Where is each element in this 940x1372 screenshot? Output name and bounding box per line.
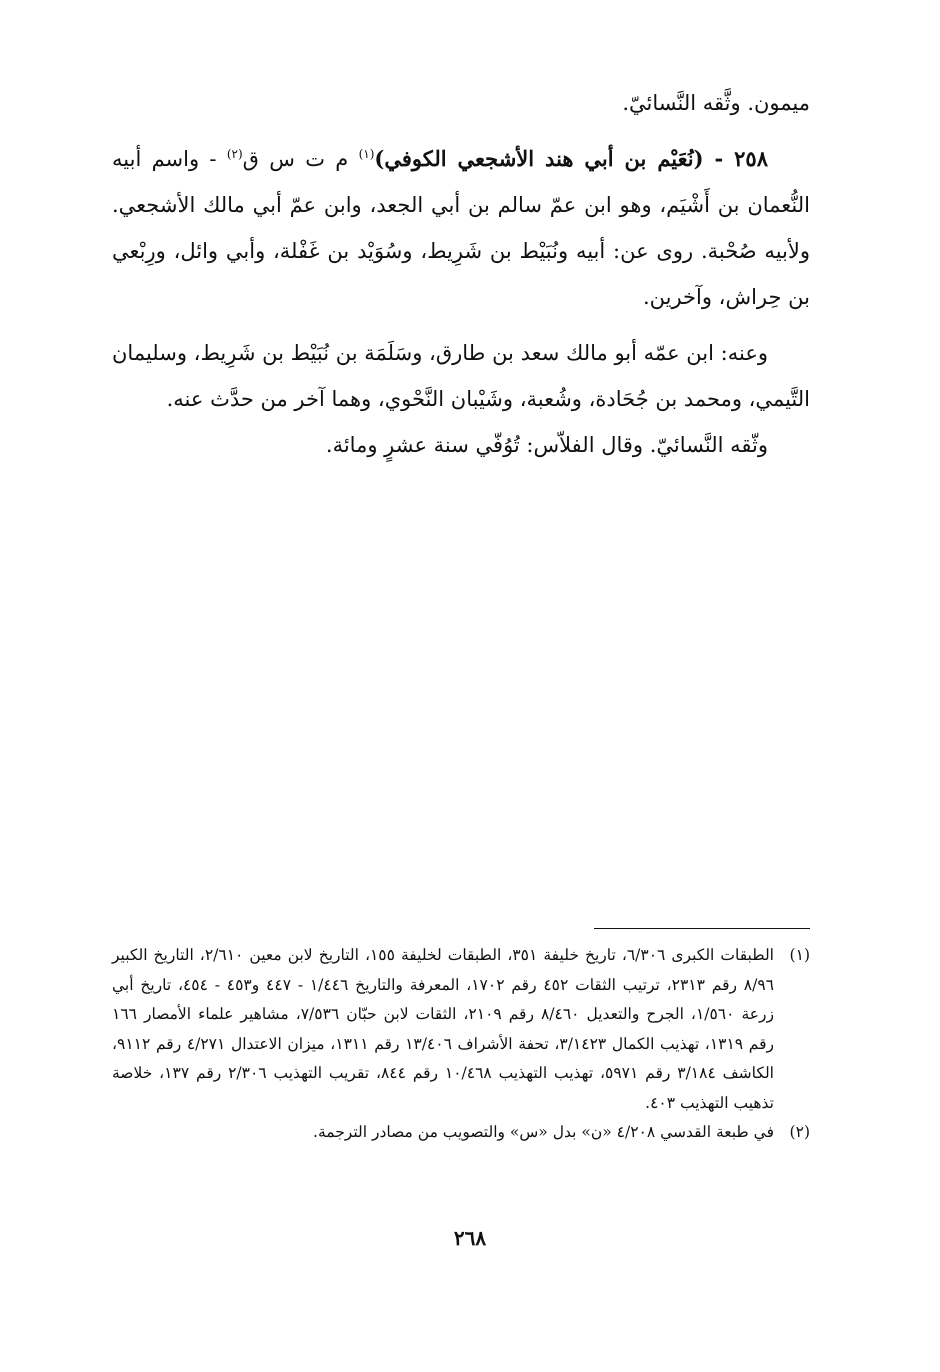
footnote-text: في طبعة القدسي ٤/٢٠٨ «ن» بدل «س» والتصويب من مصادر الترجمة. <box>313 1123 774 1141</box>
footnotes <box>112 941 810 1148</box>
footnote-number: (١) <box>789 946 810 964</box>
entry-heading: ٢٥٨ - (نُعَيْم بن أبي هند الأشجعي الكوفي) <box>374 146 768 171</box>
narrators-paragraph: وعنه: ابن عمّه أبو مالك سعد بن طارق، وسَلَمَة بن نُبَيْط بن شَرِيط، وسليمان التَّيمي، ومحمد بن جُحَادة، وشُعبة، وشَيْبان النَّحْوي، وهما آخر من حدَّث عنه. <box>112 341 810 411</box>
closing-paragraph: وثّقه النَّسائيّ. وقال الفلاّس: تُوُفّي سنة عشرٍ ومائة. <box>325 433 768 457</box>
footnote-text: الطبقات الكبرى ٦/٣٠٦، تاريخ خليفة ٣٥١، الطبقات لخليفة ١٥٥، التاريخ لابن معين ٢/٦١٠، التاريخ الكبير ٨/٩٦ رقم ٢٣١٣، ترتيب الثقات ٤٥٢ رقم ١٧٠٢، المعرفة والتاريخ ١/٤٤٦ - ٤٤٧ و٤٥٣ - ٤٥٤، تاريخ أبي زرعة ١/٥٦٠، الجرح والتعديل ٨/٤٦٠ رقم ٢١٠٩، الثقات لابن حبّان ٧/٥٣٦، مشاهير علماء الأمصار ١٦٦ رقم ١٣١٩، تهذيب الكمال ٣/١٤٢٣، تحفة الأشراف ١٣/٤٠٦ رقم ١٣١١، ميزان الاعتدال ٤/٢٧١ رقم ٩١١٢، الكاشف ٣/١٨٤ رقم ٥٩٧١، تهذيب التهذيب ١٠/٤٦٨ رقم ٨٤٤، تقريب التهذيب ٢/٣٠٦ رقم ١٣٧، خلاصة تذهيب التهذيب ٤٠٣. <box>112 946 774 1112</box>
footnote-1 <box>112 941 810 1118</box>
continuation-paragraph: ميمون. وثَّقه النَّسائيّ. <box>622 91 810 115</box>
page-number: ٢٦٨ <box>453 1226 487 1250</box>
footnote-ref-2: (٢) <box>226 147 243 161</box>
footnote-2 <box>112 1118 810 1148</box>
footnote-separator <box>594 928 810 929</box>
footnote-ref-1: (١) <box>358 147 375 161</box>
entry-text: - واسم أبيه النُّعمان بن أَشْيَم، وهو ابن عمّ سالم بن أبي الجعد، وابن عمّ أبي مالك الأشجعي. ولأبيه صُحْبة. روى عن: أبيه ونُبَيْط بن شَرِيط، وسُوَيْد بن غَفْلة، وأبي وائل، ورِبْعي بن حِراش، وآخرين. <box>112 147 810 309</box>
entry-paragraph <box>112 136 810 320</box>
footnote-number: (٢) <box>789 1123 810 1141</box>
main-text <box>112 80 810 468</box>
entry-codes: م ت س ق <box>242 147 359 171</box>
